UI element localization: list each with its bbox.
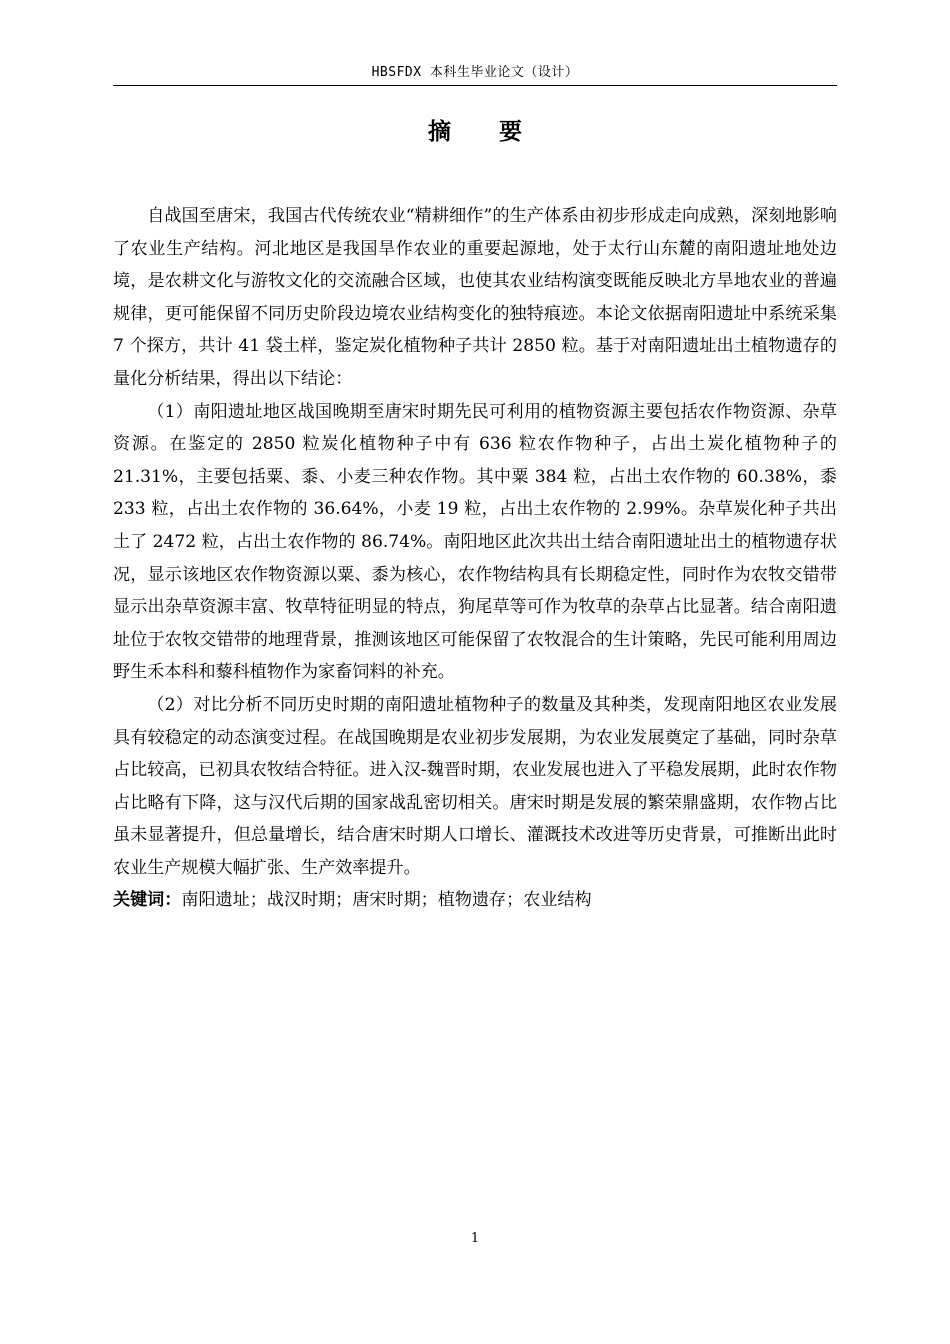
page-number: 1 [470,1231,480,1246]
abstract-paragraph-conclusion-1: （1）南阳遗址地区战国晚期至唐宋时期先民可利用的植物资源主要包括农作物资源、杂草资源。在鉴定的 2850 粒炭化植物种子中有 636 粒农作物种子，占出土炭化植物种子的 21.31%，主要包括粟、黍、小麦三种农作物。其中粟 384 粒，占出土农作物的 60.38%，黍 233 粒，占出土农作物的 36.64%，小麦 19 粒，占出土农作物的 2.99%。杂草炭化种子共出土了 2472 粒，占出土农作物的 86.74%。南阳地区此次共出土结合南阳遗址出土的植物遗存状况，显示该地区农作物资源以粟、黍为核心，农作物结构具有长期稳定性，同时作为农牧交错带显示出杂草资源丰富、牧草特征明显的特点，狗尾草等可作为牧草的杂草占比显著。结合南阳遗址位于农牧交错带的地理背景，推测该地区可能保留了农牧混合的生计策略，先民可能利用周边野生禾本科和藜科植物作为家畜饲料的补充。 [113,401,837,683]
keywords-line [113,884,837,917]
abstract-body [113,200,837,917]
header-divider [113,85,837,86]
keywords-label: 关键词： [113,890,182,911]
abstract-paragraph-conclusion-2: （2）对比分析不同历史时期的南阳遗址植物种子的数量及其种类，发现南阳地区农业发展具有较稳定的动态演变过程。在战国晚期是农业初步发展期，为农业发展奠定了基础，同时杂草占比较高，已初具农牧结合特征。进入汉-魏晋时期，农业发展也进入了平稳发展期，此时农作物占比略有下降，这与汉代后期的国家战乱密切相关。唐宋时期是发展的繁荣鼎盛期，农作物占比虽未显著提升，但总量增长，结合唐宋时期人口增长、灌溉技术改进等历史背景，可推断出此时农业生产规模大幅扩张、生产效率提升。 [113,694,837,878]
page-title: 摘 要 [427,119,542,145]
running-header: HBSFDX 本科生毕业论文（设计） [371,65,579,80]
abstract-paragraph-intro: 自战国至唐宋，我国古代传统农业“精耕细作”的生产体系由初步形成走向成熟，深刻地影响了农业生产结构。河北地区是我国旱作农业的重要起源地，处于太行山东麓的南阳遗址地处边境，是农耕文化与游牧文化的交流融合区域，也使其农业结构演变既能反映北方旱地农业的普遍规律，更可能保留不同历史阶段边境农业结构变化的独特痕迹。本论文依据南阳遗址中系统采集 7 个探方，共计 41 袋土样，鉴定炭化植物种子共计 2850 粒。基于对南阳遗址出土植物遗存的量化分析结果，得出以下结论： [113,206,837,389]
keywords-value: 南阳遗址；战汉时期；唐宋时期；植物遗存；农业结构 [181,890,592,911]
